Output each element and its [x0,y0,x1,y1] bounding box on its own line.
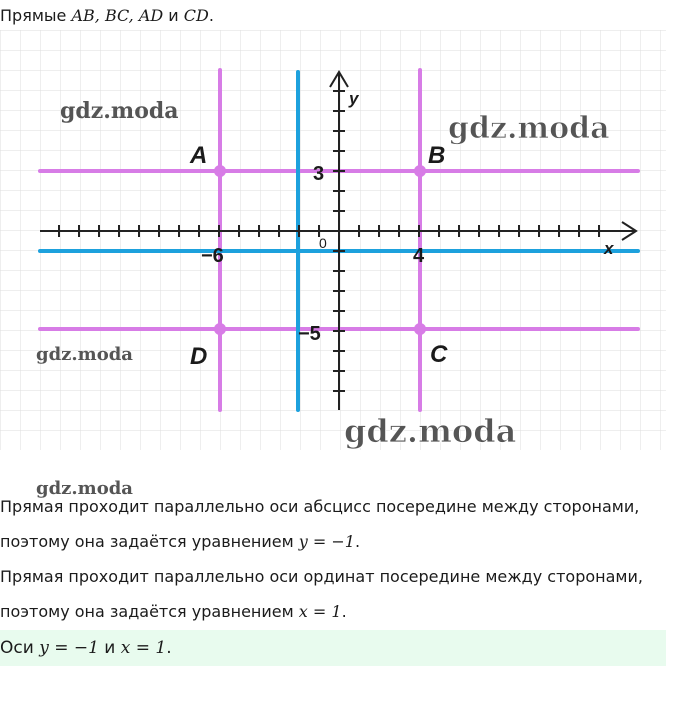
heading-prefix: Прямые [0,6,72,25]
watermark: gdz.moda [36,478,133,499]
origin-label: 0 [319,235,327,251]
paragraph1-line2 [0,532,360,551]
point-d-label: D [190,343,208,370]
answer [0,638,172,658]
point-c [414,323,426,335]
tick-label-x-neg6: −6 [201,245,224,267]
answer-prefix: Оси [0,638,40,658]
answer-conj: и [98,638,121,658]
grid-background [0,30,666,450]
paragraph2-line1: Прямая проходит параллельно оси ординат посередине между сторонами, [0,567,643,586]
answer-math2: x = 1 [120,638,167,658]
point-c-label: C [430,341,448,368]
point-d [214,323,226,335]
watermark: gdz.moda [60,98,179,124]
answer-suffix: . [166,638,172,658]
heading-conj: и [163,6,184,25]
watermark: gdz.moda [344,412,517,450]
paragraph1-math: y = −1 [298,532,355,551]
heading-math2: CD [183,6,209,25]
paragraph2-line2 [0,602,347,621]
watermark: gdz.moda [448,111,610,146]
watermark: gdz.moda [36,344,133,365]
answer-math1: y = −1 [39,638,99,658]
point-b-label: B [428,142,446,169]
paragraph2-text: поэтому она задаётся уравнением [0,602,299,621]
paragraph1-text: поэтому она задаётся уравнением [0,532,299,551]
tick-label-y-3: 3 [313,163,325,185]
tick-label-x-4: 4 [413,245,425,267]
point-b [414,165,426,177]
paragraph1-end: . [354,532,361,551]
tick-label-y-neg5: −5 [298,323,321,345]
y-axis-label: y [349,89,359,108]
heading-math: AB, BC, AD [71,6,164,25]
x-axis-label: x [604,239,614,258]
heading [0,6,214,25]
point-a-label: A [190,142,208,169]
point-a [214,165,226,177]
coordinate-figure [0,30,666,499]
paragraph2-math: x = 1 [298,602,342,621]
paragraph1-line1: Прямая проходит параллельно оси абсцисс посередине между сторонами, [0,497,640,516]
heading-suffix: . [208,6,214,25]
paragraph2-end: . [341,602,347,621]
